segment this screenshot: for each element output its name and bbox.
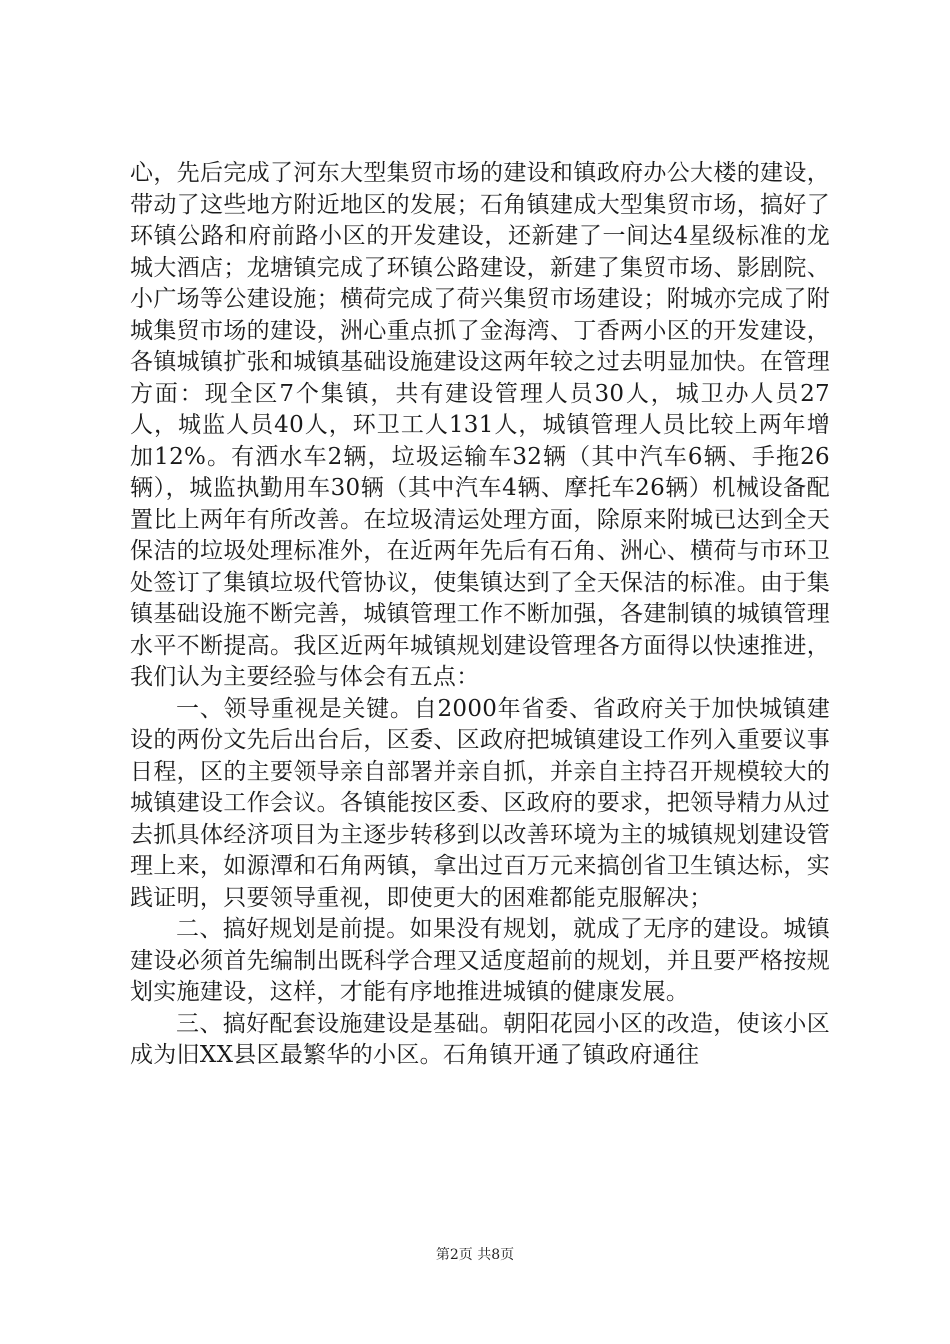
page-footer [0, 1244, 950, 1264]
paragraph-1: 心，先后完成了河东大型集贸市场的建设和镇政府办公大楼的建设，带动了这些地方附近地区的发展；石角镇建成大型集贸市场，搞好了环镇公路和府前路小区的开发建设，还新建了一间达4星级标准的龙城大酒店；龙塘镇完成了环镇公路建设，新建了集贸市场、影剧院、小广场等公建设施；横荷完成了荷兴集贸市场建设；附城亦完成了附城集贸市场的建设，洲心重点抓了金海湾、丁香两小区的开发建设，各镇城镇扩张和城镇基础设施建设这两年较之过去明显加快。在管理方面：现全区7个集镇，共有建设管理人员30人，城卫办人员27人，城监人员40人，环卫工人131人，城镇管理人员比较上两年增加12%。有洒水车2辆，垃圾运输车32辆（其中汽车6辆、手拖26辆），城监执勤用车30辆（其中汽车4辆、摩托车26辆）机械设备配置比上两年有所改善。在垃圾清运处理方面，除原来附城已达到全天保洁的垃圾处理标准外，在近两年先后有石角、洲心、横荷与市环卫处签订了集镇垃圾代管协议，使集镇达到了全天保洁的标准。由于集镇基础设施不断完善，城镇管理工作不断加强，各建制镇的城镇管理水平不断提高。我区近两年城镇规划建设管理各方面得以快速推进，我们认为主要经验与体会有五点： [130, 160, 830, 690]
paragraph-2: 一、领导重视是关键。自2000年省委、省政府关于加快城镇建设的两份文先后出台后，区委、区政府把城镇建设工作列入重要议事日程，区的主要领导亲自部署并亲自抓，并亲自主持召开规模较大的城镇建设工作会议。各镇能按区委、区政府的要求，把领导精力从过去抓具体经济项目为主逐步转移到以改善环境为主的城镇规划建设管理上来，如源潭和石角两镇，拿出过百万元来搞创省卫生镇达标，实践证明，只要领导重视，即使更大的困难都能克服解决； [130, 695, 830, 911]
paragraph-4: 三、搞好配套设施建设是基础。朝阳花园小区的改造，使该小区成为旧XX县区最繁华的小区。石角镇开通了镇政府通往 [130, 1010, 830, 1068]
paragraph-3: 二、搞好规划是前提。如果没有规划，就成了无序的建设。城镇建设必须首先编制出既科学合理又适度超前的规划，并且要严格按规划实施建设，这样，才能有序地推进城镇的健康发展。 [130, 916, 830, 1005]
document-body [130, 158, 830, 1072]
page-number-label: 第2页 共8页 [435, 1247, 515, 1263]
